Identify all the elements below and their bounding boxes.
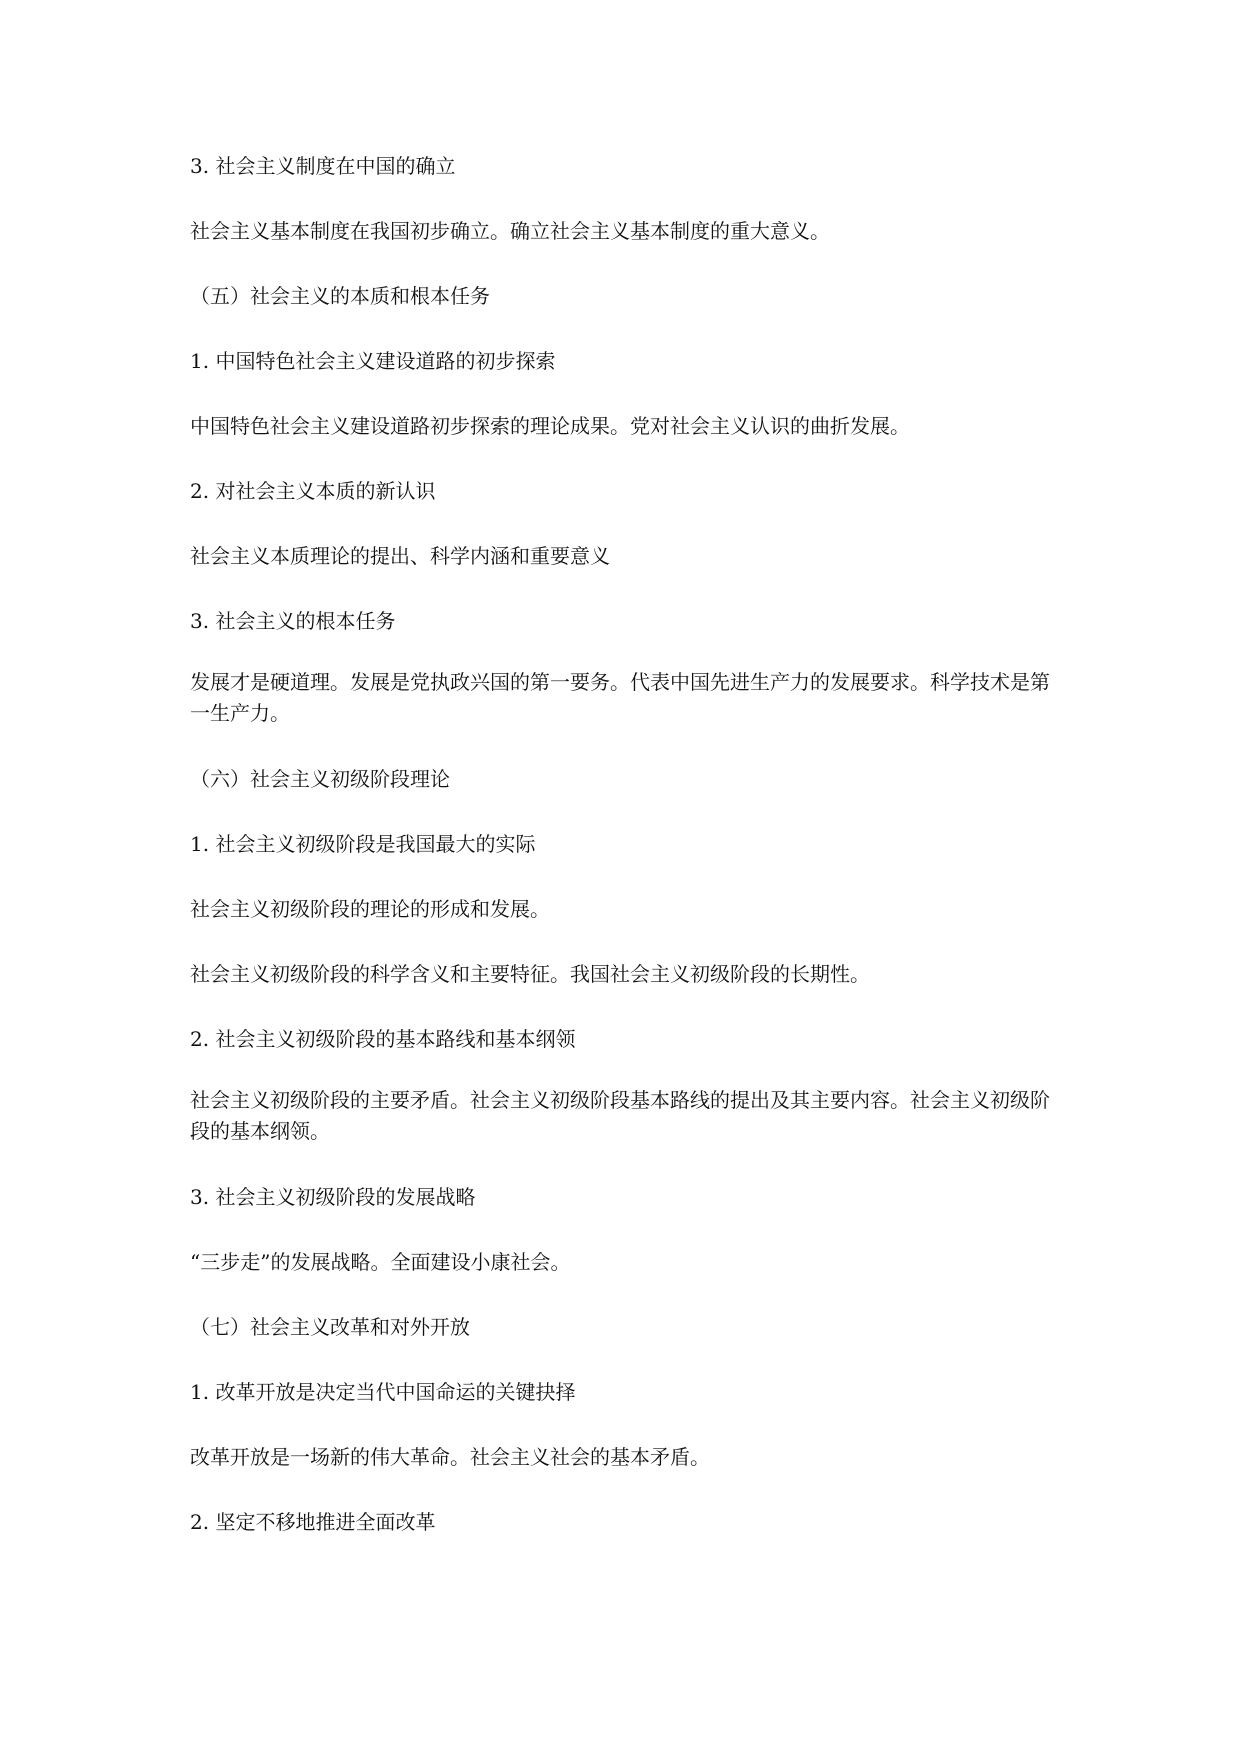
body-paragraph: “三步走”的发展战略。全面建设小康社会。 [190, 1250, 571, 1274]
numbered-heading: 1. 中国特色社会主义建设道路的初步探索 [190, 349, 556, 373]
numbered-heading: 3. 社会主义的根本任务 [190, 609, 396, 633]
numbered-heading: 1. 社会主义初级阶段是我国最大的实际 [190, 832, 536, 856]
section-heading: （六）社会主义初级阶段理论 [190, 767, 450, 791]
numbered-heading: 1. 改革开放是决定当代中国命运的关键抉择 [190, 1380, 576, 1404]
numbered-heading: 2. 坚定不移地推进全面改革 [190, 1510, 436, 1534]
body-paragraph: 改革开放是一场新的伟大革命。社会主义社会的基本矛盾。 [190, 1445, 710, 1469]
body-paragraph: 社会主义初级阶段的理论的形成和发展。 [190, 897, 550, 921]
body-paragraph: 社会主义本质理论的提出、科学内涵和重要意义 [190, 544, 610, 568]
section-heading: （七）社会主义改革和对外开放 [190, 1315, 470, 1339]
numbered-heading: 2. 社会主义初级阶段的基本路线和基本纲领 [190, 1027, 576, 1051]
section-heading: （五）社会主义的本质和根本任务 [190, 284, 490, 308]
numbered-heading: 2. 对社会主义本质的新认识 [190, 479, 436, 503]
numbered-heading: 3. 社会主义初级阶段的发展战略 [190, 1185, 476, 1209]
numbered-heading: 3. 社会主义制度在中国的确立 [190, 154, 456, 178]
body-paragraph: 社会主义基本制度在我国初步确立。确立社会主义基本制度的重大意义。 [190, 219, 830, 243]
body-paragraph: 发展才是硬道理。发展是党执政兴国的第一要务。代表中国先进生产力的发展要求。科学技术是第一生产力。 [190, 670, 1050, 725]
body-paragraph: 社会主义初级阶段的主要矛盾。社会主义初级阶段基本路线的提出及其主要内容。社会主义初级阶段的基本纲领。 [190, 1088, 1050, 1143]
body-paragraph: 社会主义初级阶段的科学含义和主要特征。我国社会主义初级阶段的长期性。 [190, 962, 870, 986]
body-paragraph: 中国特色社会主义建设道路初步探索的理论成果。党对社会主义认识的曲折发展。 [190, 414, 910, 438]
